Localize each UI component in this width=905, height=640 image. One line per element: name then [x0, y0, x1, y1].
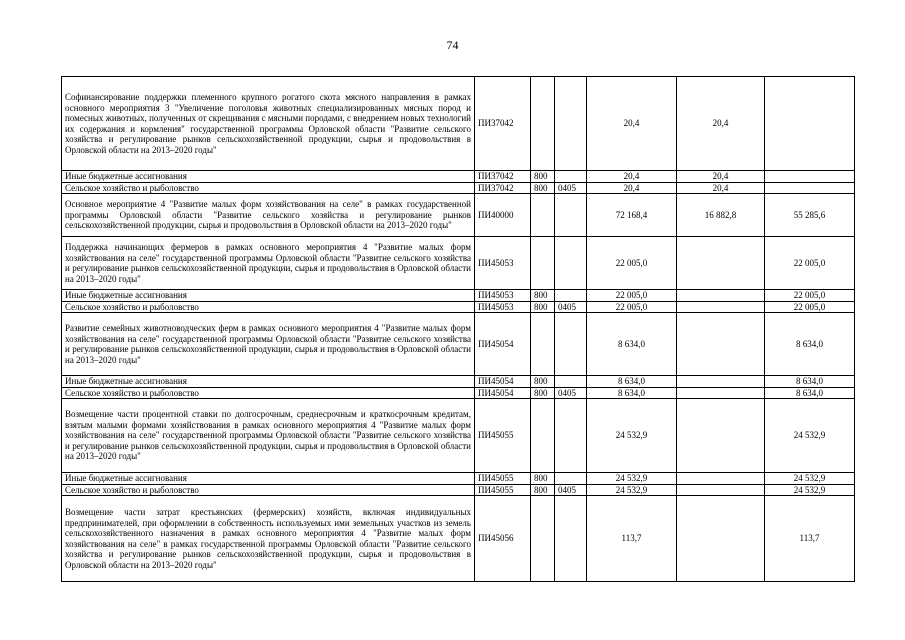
- page-number: 74: [446, 38, 459, 52]
- total-amount-cell: 20,4: [587, 77, 677, 171]
- regional-amount-cell: 22 005,0: [765, 301, 855, 313]
- regional-amount-cell: 22 005,0: [765, 237, 855, 290]
- total-amount-cell: 72 168,4: [587, 194, 677, 237]
- section-code-cell: 0405: [555, 484, 587, 496]
- table-row: [62, 484, 855, 496]
- total-amount-cell: 20,4: [587, 182, 677, 194]
- expense-type-cell: [531, 313, 555, 376]
- section-code-cell: [555, 313, 587, 376]
- total-amount-cell: 22 005,0: [587, 290, 677, 302]
- target-code-cell: ПИ45053: [475, 301, 531, 313]
- total-amount-cell: 8 634,0: [587, 376, 677, 388]
- expense-type-cell: 800: [531, 376, 555, 388]
- federal-amount-cell: [677, 290, 765, 302]
- total-amount-cell: 20,4: [587, 171, 677, 183]
- regional-amount-cell: 24 532,9: [765, 473, 855, 485]
- target-code-cell: ПИ45055: [475, 399, 531, 473]
- table-row: [62, 301, 855, 313]
- row-description: Иные бюджетные ассигнования: [62, 376, 475, 388]
- total-amount-cell: 24 532,9: [587, 399, 677, 473]
- regional-amount-cell: [765, 182, 855, 194]
- federal-amount-cell: 20,4: [677, 171, 765, 183]
- table-row: [62, 496, 855, 582]
- regional-amount-cell: 22 005,0: [765, 290, 855, 302]
- federal-amount-cell: 16 882,8: [677, 194, 765, 237]
- target-code-cell: ПИ45053: [475, 290, 531, 302]
- section-code-cell: 0405: [555, 301, 587, 313]
- total-amount-cell: 24 532,9: [587, 484, 677, 496]
- total-amount-cell: 8 634,0: [587, 387, 677, 399]
- table-row: [62, 313, 855, 376]
- table-row: [62, 399, 855, 473]
- expense-type-cell: [531, 496, 555, 582]
- section-code-cell: [555, 473, 587, 485]
- expense-type-cell: [531, 399, 555, 473]
- regional-amount-cell: 24 532,9: [765, 484, 855, 496]
- total-amount-cell: 113,7: [587, 496, 677, 582]
- row-description: Софинансирование поддержки племенного крупного рогатого скота мясного направления в рамках основного мероприятия 3 "Увеличение поголовья животных специализированных мясных пород и помесных животных, полученных от скрещивания с мясными породами, с внедрением новых технологий их содержания и кормления" государственной программы Орловской области "Развитие сельского хозяйства и регулирование рынков сельскохозяйственной продукции, сырья и продовольствия в Орловской области на 2013–2020 годы": [62, 77, 475, 171]
- federal-amount-cell: [677, 237, 765, 290]
- federal-amount-cell: [677, 496, 765, 582]
- regional-amount-cell: 8 634,0: [765, 387, 855, 399]
- target-code-cell: ПИ45053: [475, 237, 531, 290]
- total-amount-cell: 24 532,9: [587, 473, 677, 485]
- row-description: Сельское хозяйство и рыболовство: [62, 182, 475, 194]
- row-description: Сельское хозяйство и рыболовство: [62, 301, 475, 313]
- table-row: [62, 376, 855, 388]
- federal-amount-cell: [677, 313, 765, 376]
- section-code-cell: [555, 399, 587, 473]
- section-code-cell: [555, 376, 587, 388]
- regional-amount-cell: 113,7: [765, 496, 855, 582]
- federal-amount-cell: [677, 301, 765, 313]
- target-code-cell: ПИ37042: [475, 182, 531, 194]
- federal-amount-cell: [677, 473, 765, 485]
- target-code-cell: ПИ45056: [475, 496, 531, 582]
- target-code-cell: ПИ45054: [475, 313, 531, 376]
- federal-amount-cell: 20,4: [677, 77, 765, 171]
- row-description: Основное мероприятие 4 "Развитие малых форм хозяйствования на селе" в рамках государственной программы Орловской области "Развитие сельского хозяйства и регулирование рынков сельскохозяйственной продукции, сырья и продовольствия в Орловской области на 2013–2020 годы": [62, 194, 475, 237]
- table-row: [62, 77, 855, 171]
- table-row: [62, 171, 855, 183]
- expense-type-cell: [531, 237, 555, 290]
- expense-type-cell: [531, 194, 555, 237]
- expense-type-cell: 800: [531, 484, 555, 496]
- expense-type-cell: 800: [531, 290, 555, 302]
- table-row: [62, 473, 855, 485]
- expense-type-cell: 800: [531, 473, 555, 485]
- target-code-cell: ПИ45055: [475, 473, 531, 485]
- target-code-cell: ПИ45054: [475, 376, 531, 388]
- row-description: Сельское хозяйство и рыболовство: [62, 484, 475, 496]
- total-amount-cell: 8 634,0: [587, 313, 677, 376]
- federal-amount-cell: [677, 484, 765, 496]
- table-row: [62, 194, 855, 237]
- row-description: Поддержка начинающих фермеров в рамках основного мероприятия 4 "Развитие малых форм хозяйствования на селе" государственной программы Орловской области "Развитие сельского хозяйства и регулирование рынков сельскохозяйственной продукции, сырья и продовольствия в Орловской области на 2013–2020 годы": [62, 237, 475, 290]
- federal-amount-cell: [677, 387, 765, 399]
- section-code-cell: [555, 496, 587, 582]
- row-description: Сельское хозяйство и рыболовство: [62, 387, 475, 399]
- row-description: Развитие семейных животноводческих ферм в рамках основного мероприятия 4 "Развитие малых форм хозяйствования на селе" государственной программы Орловской области "Развитие сельского хозяйства и регулирование рынков сельскохозяйственной продукции, сырья и продовольствия в Орловской области на 2013–2020 годы": [62, 313, 475, 376]
- target-code-cell: ПИ37042: [475, 77, 531, 171]
- regional-amount-cell: 8 634,0: [765, 313, 855, 376]
- federal-amount-cell: [677, 376, 765, 388]
- expense-type-cell: 800: [531, 171, 555, 183]
- table-row: [62, 182, 855, 194]
- expense-type-cell: [531, 77, 555, 171]
- target-code-cell: ПИ45055: [475, 484, 531, 496]
- section-code-cell: [555, 237, 587, 290]
- row-description: Иные бюджетные ассигнования: [62, 473, 475, 485]
- total-amount-cell: 22 005,0: [587, 301, 677, 313]
- target-code-cell: ПИ40000: [475, 194, 531, 237]
- budget-table: [61, 76, 855, 582]
- expense-type-cell: 800: [531, 387, 555, 399]
- federal-amount-cell: 20,4: [677, 182, 765, 194]
- expense-type-cell: 800: [531, 182, 555, 194]
- section-code-cell: [555, 290, 587, 302]
- row-description: Возмещение части процентной ставки по долгосрочным, среднесрочным и краткосрочным кредитам, взятым малыми формами хозяйствования в рамках основного мероприятия 4 "Развитие малых форм хозяйствования на селе" государственной программы Орловской области "Развитие сельского хозяйства и регулирование рынков сельскохозяйственной продукции, сырья и продовольствия в Орловской области на 2013–2020 годы": [62, 399, 475, 473]
- target-code-cell: ПИ37042: [475, 171, 531, 183]
- section-code-cell: [555, 171, 587, 183]
- section-code-cell: 0405: [555, 182, 587, 194]
- regional-amount-cell: [765, 77, 855, 171]
- expense-type-cell: 800: [531, 301, 555, 313]
- section-code-cell: [555, 77, 587, 171]
- table-row: [62, 290, 855, 302]
- regional-amount-cell: 55 285,6: [765, 194, 855, 237]
- regional-amount-cell: 8 634,0: [765, 376, 855, 388]
- row-description: Иные бюджетные ассигнования: [62, 171, 475, 183]
- table-row: [62, 387, 855, 399]
- regional-amount-cell: 24 532,9: [765, 399, 855, 473]
- target-code-cell: ПИ45054: [475, 387, 531, 399]
- total-amount-cell: 22 005,0: [587, 237, 677, 290]
- regional-amount-cell: [765, 171, 855, 183]
- row-description: Иные бюджетные ассигнования: [62, 290, 475, 302]
- federal-amount-cell: [677, 399, 765, 473]
- table-row: [62, 237, 855, 290]
- section-code-cell: [555, 194, 587, 237]
- section-code-cell: 0405: [555, 387, 587, 399]
- row-description: Возмещение части затрат крестьянских (фермерских) хозяйств, включая индивидуальных предпринимателей, при оформлении в собственность используемых ими земельных участков из земель сельскохозяйственного назначения в рамках основного мероприятия 4 "Развитие малых форм хозяйствования на селе" в рамках государственной программы Орловской области "Развитие сельского хозяйства и регулирование рынков сельскохозяйственной продукции, сырья и продовольствия в Орловской области на 2013–2020 годы": [62, 496, 475, 582]
